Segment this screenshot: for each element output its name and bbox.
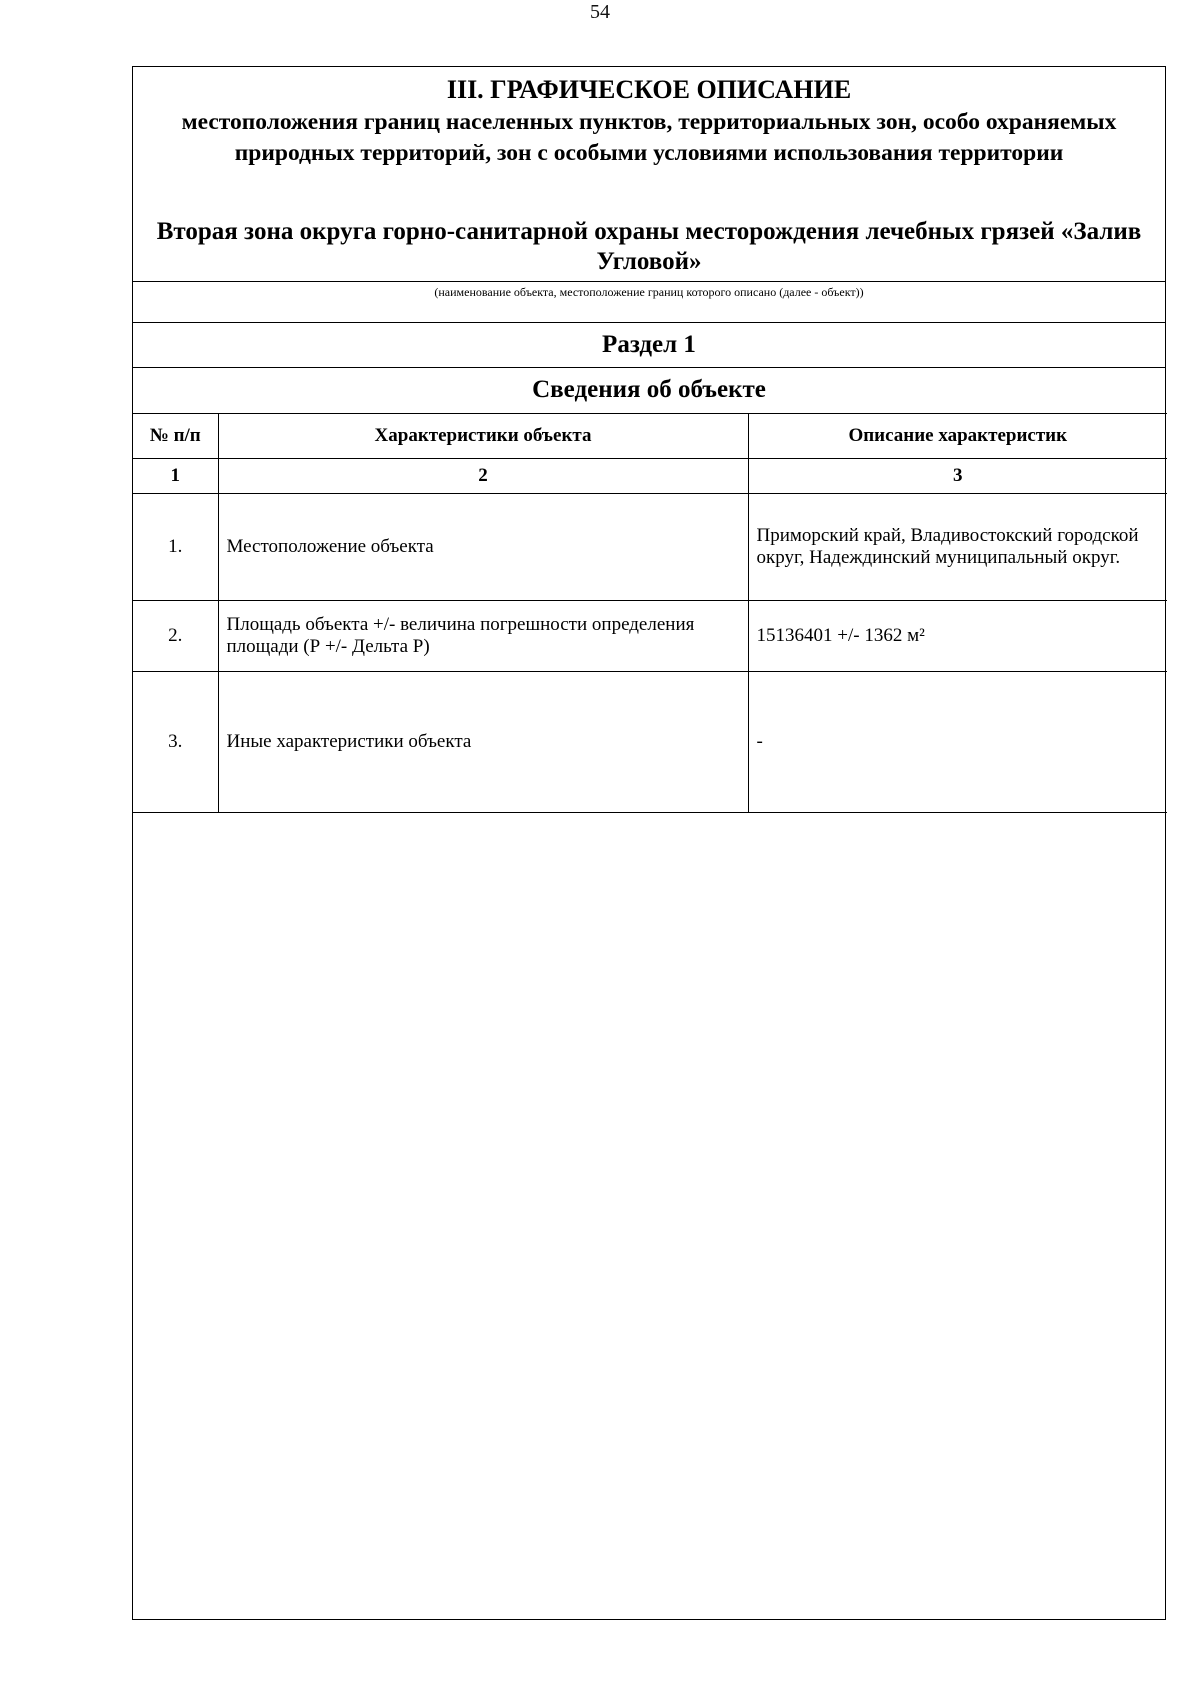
table-row bbox=[133, 672, 1167, 813]
column-number-row bbox=[133, 459, 1167, 494]
row-number: 1. bbox=[133, 494, 218, 601]
table-row bbox=[133, 601, 1167, 672]
row-number: 3. bbox=[133, 672, 218, 813]
column-header-number: № п/п bbox=[133, 414, 218, 459]
row-characteristic: Местоположение объекта bbox=[218, 494, 748, 601]
row-number: 2. bbox=[133, 601, 218, 672]
document-subtitle: местоположения границ населенных пунктов, территориальных зон, особо охраняемых природных территорий, зон с особыми условиями использования территории bbox=[181, 109, 1117, 166]
column-number: 1 bbox=[133, 459, 218, 494]
section-subtitle: Сведения об объекте bbox=[532, 376, 766, 403]
row-characteristic: Площадь объекта +/- величина погрешности определения площади (Р +/- Дельта Р) bbox=[218, 601, 748, 672]
column-header-characteristic: Характеристики объекта bbox=[218, 414, 748, 459]
row-description: 15136401 +/- 1362 м² bbox=[748, 601, 1167, 672]
section-title: Раздел 1 bbox=[602, 331, 696, 358]
page-number: 54 bbox=[590, 1, 610, 23]
row-description: Приморский край, Владивостокский городской округ, Надеждинский муниципальный округ. bbox=[748, 494, 1167, 601]
divider-line bbox=[133, 281, 1165, 282]
table-row bbox=[133, 494, 1167, 601]
object-name-caption: (наименование объекта, местоположение границ которого описано (далее - объект)) bbox=[434, 285, 864, 299]
column-number: 2 bbox=[218, 459, 748, 494]
column-number: 3 bbox=[748, 459, 1167, 494]
row-characteristic: Иные характеристики объекта bbox=[218, 672, 748, 813]
characteristics-table bbox=[133, 413, 1167, 813]
document-frame bbox=[132, 66, 1166, 1620]
document-header bbox=[133, 67, 1165, 283]
row-description: - bbox=[748, 672, 1167, 813]
document-title: III. ГРАФИЧЕСКОЕ ОПИСАНИЕ bbox=[446, 75, 852, 104]
object-name: Вторая зона округа горно-санитарной охраны месторождения лечебных грязей «Залив Угловой» bbox=[156, 218, 1142, 275]
table-header-row bbox=[133, 414, 1167, 459]
column-header-description: Описание характеристик bbox=[748, 414, 1167, 459]
